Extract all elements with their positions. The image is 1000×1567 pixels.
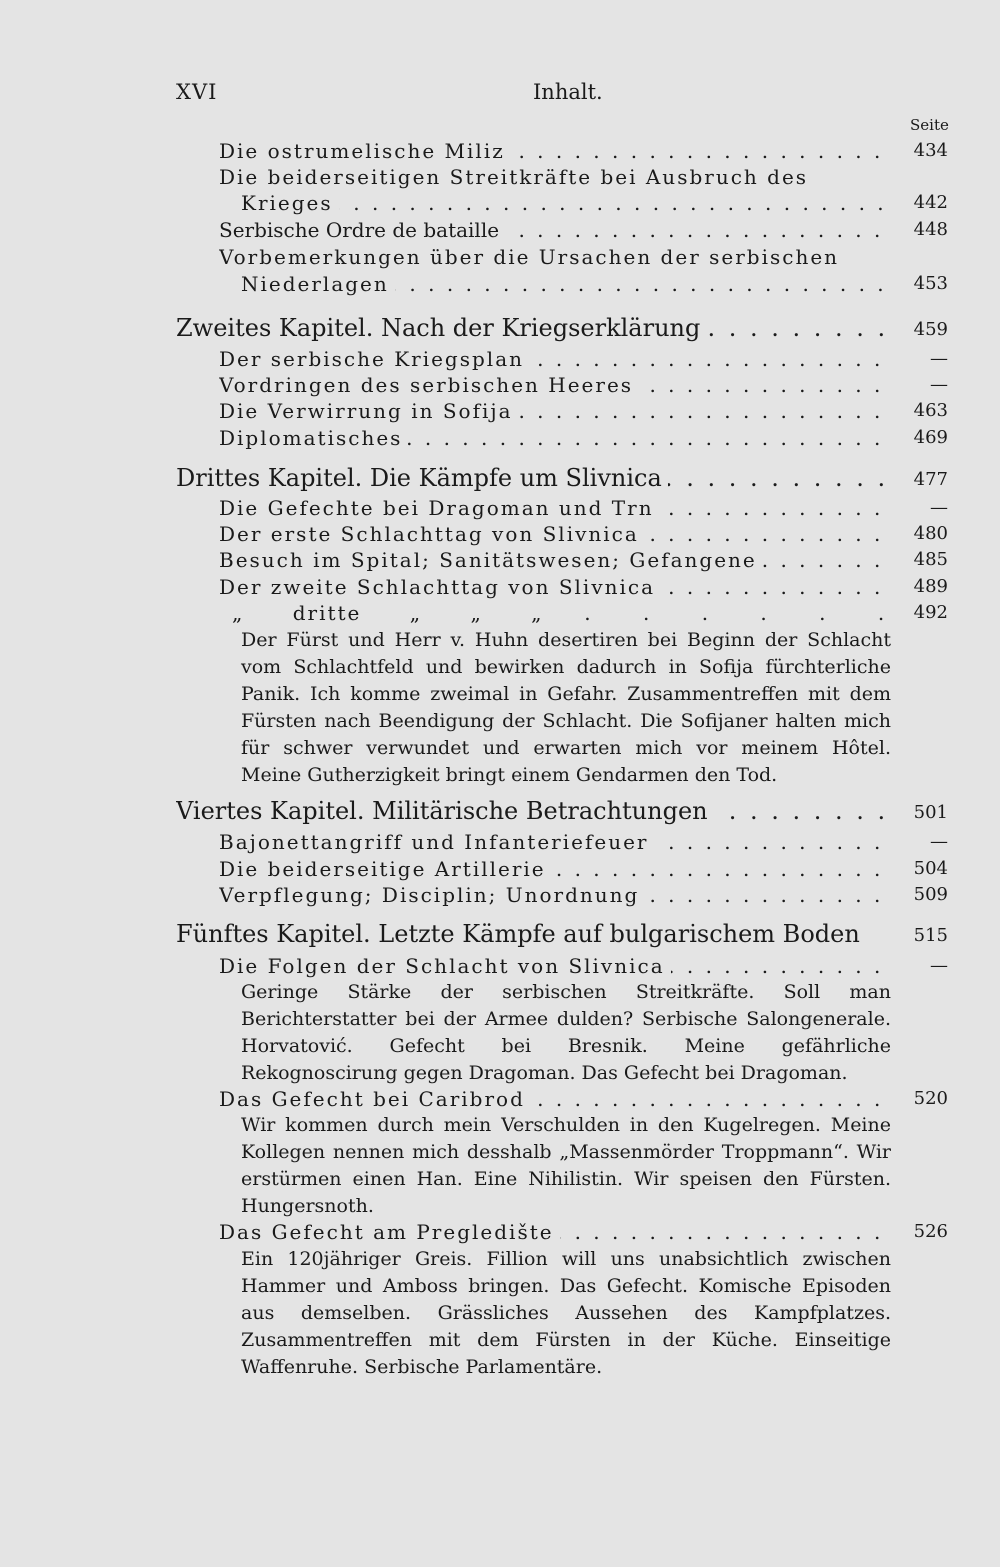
toc-entry: Das Gefecht am Pregledište . . . 526 [0, 1219, 1000, 1247]
chapter-summary: Wir kommen durch mein Verschulden in den Kugelregen. Meine Kollegen nennen mich desshalb „Massenmörder Troppmann“. Wir erstürmen einen Han. Eine Nihilistin. Wir speisen den Fürsten. Hungersnoth. [241, 1114, 891, 1217]
chapter-summary: Der Fürst und Herr v. Huhn desertiren bei Beginn der Schlacht vom Schlachtfeld und bewirken dadurch in Sofija fürchterliche Panik. Ich komme zweimal in Gefahr. Zusammentreffen mit dem Fürsten nach Beendigung der Schlacht. Die Sofijaner halten mich für schwer verwundet und erwarten mich vor meinem Hôtel. Meine Gutherzigkeit bringt einem Gendarmen den Tod. [241, 629, 891, 786]
page-ref: — [930, 497, 948, 518]
page-ref: — [930, 831, 948, 852]
page-ref: 434 [913, 140, 948, 161]
toc-entry: Die ostrumelische Miliz . . . 434 [0, 138, 1000, 166]
toc-entry: Besuch im Spital; Sanitätswesen; Gefangene . . . 485 [0, 547, 1000, 575]
toc-entry: Der zweite Schlachttag von Slivnica . . . 489 [0, 574, 1000, 602]
page-ref: 526 [913, 1221, 948, 1242]
toc-entry: Der serbische Kriegsplan . . . — [0, 346, 1000, 374]
page-ref: 492 [913, 602, 948, 623]
page-ref: 469 [913, 427, 948, 448]
chapter-heading: Drittes Kapitel. Die Kämpfe um Slivnica . . . 477 [0, 463, 1000, 491]
page-title: Inhalt. [533, 80, 603, 104]
toc-entry: Die Folgen der Schlacht von Slivnica . . . — [0, 953, 1000, 981]
seite-column-label: Seite [910, 116, 949, 134]
page-number-roman: XVI [176, 80, 218, 104]
toc-entry: Krieges . . . 442 [0, 190, 1000, 218]
page-ref: 501 [913, 802, 948, 823]
chapter-heading: Zweites Kapitel. Nach der Kriegserklärung . . . 459 [0, 313, 1000, 341]
toc-entry: Vorbemerkungen über die Ursachen der serbischen [0, 244, 1000, 272]
toc-entry: Die beiderseitigen Streitkräfte bei Ausbruch des [0, 164, 1000, 192]
toc-entry: Die Verwirrung in Sofija . . . 463 [0, 398, 1000, 426]
toc-entry: Diplomatisches . . . 469 [0, 425, 1000, 453]
toc-entry: Serbische Ordre de bataille . . . 448 [0, 217, 1000, 245]
page-ref: 463 [913, 400, 948, 421]
page-ref: 459 [913, 319, 948, 340]
page-ref: 515 [913, 925, 948, 946]
toc-entry: Vordringen des serbischen Heeres . . . — [0, 372, 1000, 400]
page-ref: — [930, 955, 948, 976]
page-ref: — [930, 374, 948, 395]
page-ref: 480 [913, 523, 948, 544]
page-ref: 477 [913, 469, 948, 490]
page-ref: 453 [913, 273, 948, 294]
toc-entry: Verpflegung; Disciplin; Unordnung . . . 509 [0, 882, 1000, 910]
page-ref: 448 [913, 219, 948, 240]
toc-entry: Bajonettangriff und Infanteriefeuer . . . — [0, 829, 1000, 857]
chapter-summary: Ein 120jähriger Greis. Fillion will uns unabsichtlich zwischen Hammer und Amboss bringen. Das Gefecht. Komische Episoden aus demselben. Grässliches Aussehen des Kampfplatzes. Zusammentreffen mit dem Fürsten in der Küche. Einseitige Waffenruhe. Serbische Parlamentäre. [241, 1248, 891, 1378]
toc-entry: Der erste Schlachttag von Slivnica . . . 480 [0, 521, 1000, 549]
toc-entry: Das Gefecht bei Caribrod . . . 520 [0, 1086, 1000, 1114]
page-ref: 442 [913, 192, 948, 213]
page-ref: 509 [913, 884, 948, 905]
toc-entry: Niederlagen . . . 453 [0, 271, 1000, 299]
page-ref: 504 [913, 858, 948, 879]
page-ref: 485 [913, 549, 948, 570]
page-ref: 489 [913, 576, 948, 597]
toc-entry: Die beiderseitige Artillerie . . . 504 [0, 856, 1000, 884]
chapter-heading: Viertes Kapitel. Militärische Betrachtungen . . . 501 [0, 796, 1000, 824]
page-ref: 520 [913, 1088, 948, 1109]
toc-entry: „ dritte „ „ „ . . . 492 [0, 600, 1000, 628]
page-ref: — [930, 348, 948, 369]
chapter-summary: Geringe Stärke der serbischen Streitkräfte. Soll man Berichterstatter bei der Armee dulden? Serbische Salongenerale. Horvatović. Gefecht bei Bresnik. Meine gefährliche Rekognoscirung gegen Dragoman. Das Gefecht bei Dragoman. [241, 981, 891, 1084]
chapter-heading: Fünftes Kapitel. Letzte Kämpfe auf bulgarischem Boden 515 [176, 920, 948, 948]
toc-entry: Die Gefechte bei Dragoman und Trn . . . — [0, 495, 1000, 523]
